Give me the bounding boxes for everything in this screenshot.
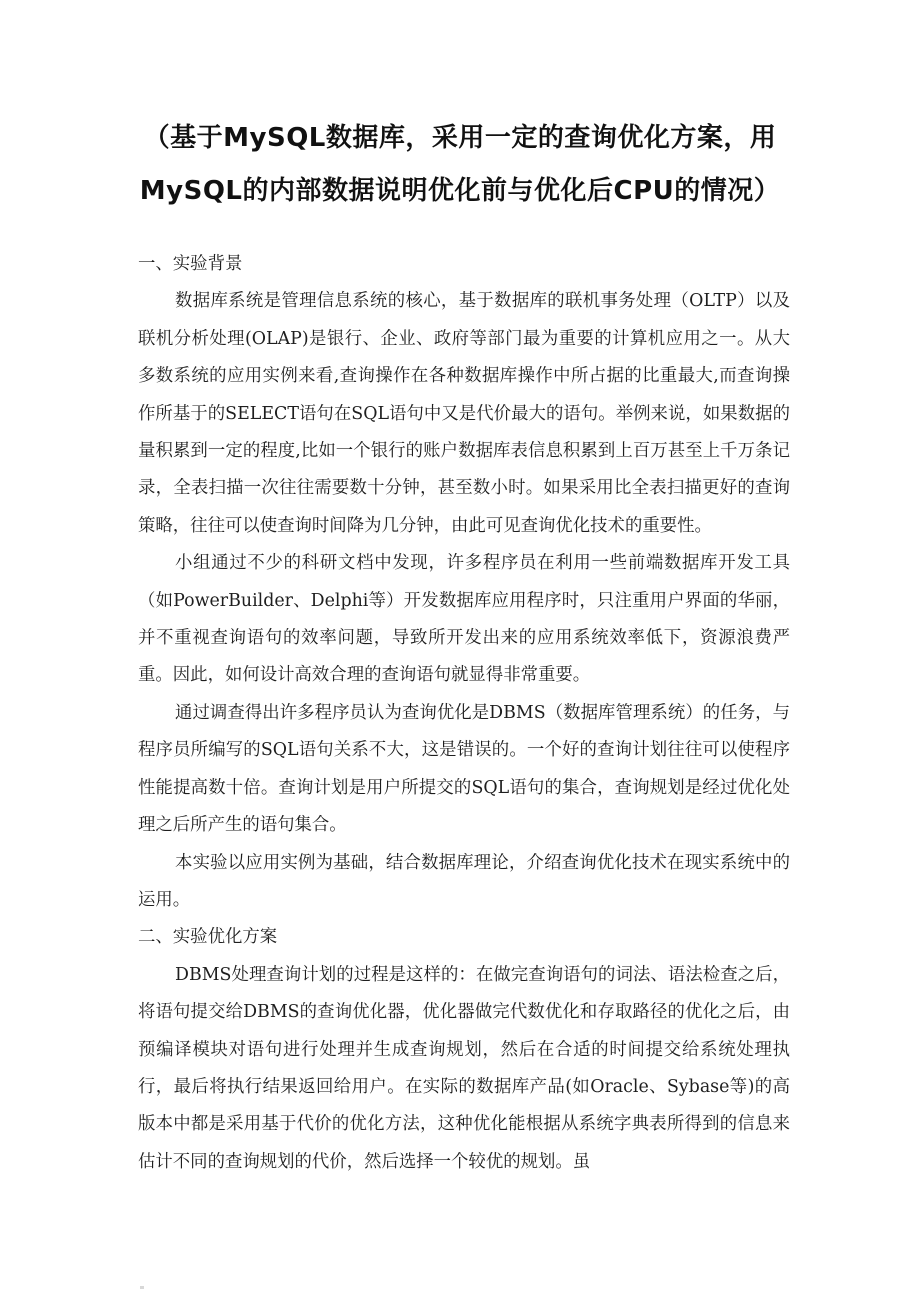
paragraph-background-2: 小组通过不少的科研文档中发现，许多程序员在利用一些前端数据库开发工具（如PowerBuilder、Delphi等）开发数据库应用程序时，只注重用户界面的华丽，并不重视查询语句的效率问题，导致所开发出来的应用系统效率低下，资源浪费严重。因此，如何设计高效合理的查询语句就显得非常重要。 — [138, 553, 790, 686]
paragraph-background-1: 数据库系统是管理信息系统的核心，基于数据库的联机事务处理（OLTP）以及联机分析处理(OLAP)是银行、企业、政府等部门最为重要的计算机应用之一。从大多数系统的应用实例来看,查询操作在各种数据库操作中所占据的比重最大,而查询操作所基于的SELECT语句在SQL语句中又是代价最大的语句。举例来说，如果数据的量积累到一定的程度,比如一个银行的账户数据库表信息积累到上百万甚至上千万条记录，全表扫描一次往往需要数十分钟，甚至数小时。如果采用比全表扫描更好的查询策略，往往可以使查询时间降为几分钟，由此可见查询优化技术的重要性。 — [138, 291, 790, 536]
paragraph-background-3: 通过调查得出许多程序员认为查询优化是DBMS（数据库管理系统）的任务，与程序员所编写的SQL语句关系不大，这是错误的。一个好的查询计划往往可以使程序性能提高数十倍。查询计划是用户所提交的SQL语句的集合，查询规划是经过优化处理之后所产生的语句集合。 — [138, 702, 790, 836]
paragraph-background-4: 本实验以应用实例为基础，结合数据库理论，介绍查询优化技术在现实系统中的运用。 — [138, 852, 790, 910]
section-heading-optimization: 二、实验优化方案 — [138, 927, 278, 948]
title-line-1: （基于MySQL数据库，采用一定的查询优化方案，用 — [143, 123, 777, 153]
document-body — [138, 246, 790, 1181]
paragraph-optimization-1: DBMS处理查询计划的过程是这样的：在做完查询语句的词法、语法检查之后，将语句提交给DBMS的查询优化器，优化器做完代数优化和存取路径的优化之后，由预编译模块对语句进行处理并生成查询规划，然后在合适的时间提交给系统处理执行，最后将执行结果返回给用户。在实际的数据库产品(如Oracle、Sybase等)的高版本中都是采用基于代价的优化方法，这种优化能根据从系统字典表所得到的信息来估计不同的查询规划的代价，然后选择一个较优的规划。虽 — [138, 964, 790, 1172]
document-title — [110, 112, 810, 218]
title-line-2: MySQL的内部数据说明优化前与优化后CPU的情况） — [139, 176, 781, 206]
section-heading-background: 一、实验背景 — [138, 254, 243, 274]
page-corner-mark — [140, 1286, 144, 1289]
